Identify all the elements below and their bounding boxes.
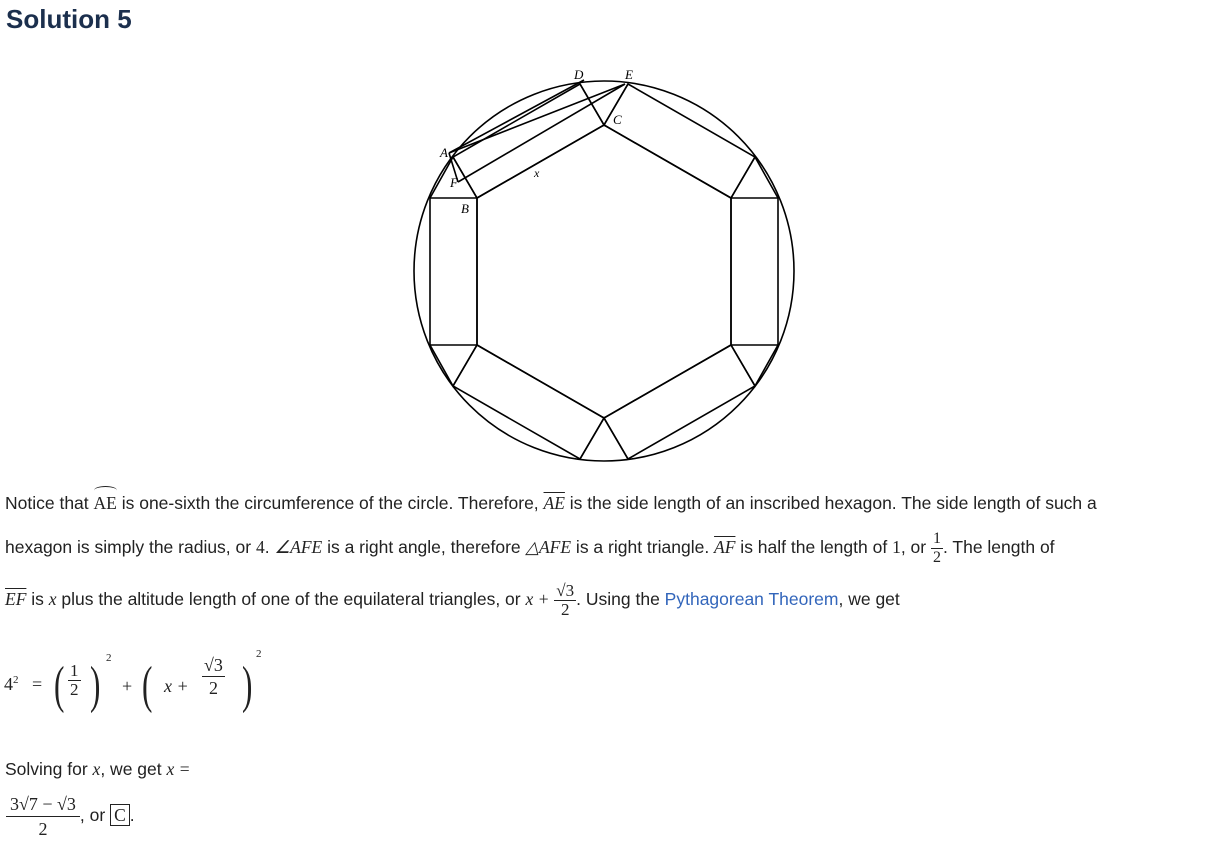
segment-af: $\overline{AF}$ (714, 537, 736, 558)
math-triangle-afe: △AFE (525, 537, 572, 558)
text: is (26, 589, 49, 610)
triangle-right-top (731, 157, 778, 198)
text: . (129, 805, 135, 826)
solve-line (5, 758, 190, 780)
para-line-3 (5, 582, 900, 619)
rect-upper-right (604, 84, 755, 198)
text: is one-sixth the circumference of the circle. Therefore, (116, 493, 544, 513)
rect-lower-left (453, 345, 604, 459)
eq-exp-2: 2 (256, 648, 262, 660)
math-four: 4 (255, 537, 265, 558)
outer-circle (414, 81, 794, 461)
triangle-bottom (580, 418, 628, 459)
solution-heading: Solution 5 (6, 4, 132, 34)
math-x-plus: x + (525, 589, 550, 610)
label-d: D (574, 67, 584, 82)
eq-equals: = (32, 674, 43, 694)
text: plus the altitude length of one of the equilateral triangles, or (56, 589, 526, 610)
text: , or (900, 537, 931, 558)
rect-left (430, 198, 477, 345)
rect-right (731, 198, 778, 345)
paren-close-1: ) (90, 657, 101, 714)
label-e: E (625, 67, 633, 82)
text: Notice that (5, 493, 94, 513)
fraction-half: $\frac{1}{2}$ (932, 530, 941, 566)
text: is a right triangle. (571, 537, 715, 558)
line-ad (449, 80, 584, 153)
text: . (264, 537, 275, 558)
label-b: B (461, 201, 469, 216)
eq-frac-half: $\frac{1}{2}$ (70, 661, 79, 699)
triangle-left-bottom (430, 345, 477, 386)
arc-ae: AE (94, 492, 117, 514)
answer-fraction: $\frac{3√7 - √3}{2}$ (6, 792, 80, 841)
text: , or (79, 805, 111, 826)
math-angle-afe: ∠AFE (274, 537, 323, 558)
line-fe (458, 84, 625, 182)
inner-hexagon (477, 125, 731, 418)
text: . Using the (576, 589, 665, 610)
paren-open-2: ( (142, 657, 153, 714)
math-one: 1 (892, 537, 901, 558)
text: is the side length of an inscribed hexagon. The side length of such a (564, 493, 1097, 513)
text: . The length of (942, 537, 1055, 558)
text: , we get (838, 589, 900, 610)
para-line-2 (5, 530, 1055, 567)
answer-choice-box: C (110, 804, 130, 826)
para-line-1 (5, 492, 1097, 514)
label-x: x (534, 166, 540, 180)
triangle-right-bottom (731, 345, 778, 386)
eq-plus: + (122, 676, 133, 696)
text: hexagon is simply the radius, or (5, 537, 256, 558)
eq-frac-root3: $\frac{√3}{2}$ (204, 655, 223, 698)
pythagorean-theorem-link[interactable]: Pythagorean Theorem (664, 589, 839, 610)
fraction-root3-over-2: $\frac{√3}{2}$ (556, 581, 575, 619)
label-f: F (450, 175, 458, 190)
paren-close-2: ) (242, 657, 253, 714)
math-x: x (48, 589, 57, 610)
segment-ef: $\overline{EF}$ (5, 589, 27, 610)
paren-open-1: ( (54, 657, 65, 714)
segment-ae: $\overline{AE}$ (543, 493, 565, 513)
math-x-equals: x = (166, 759, 191, 779)
text: Solving for (5, 759, 93, 779)
eq-exp-1: 2 (106, 652, 112, 664)
rect-lower-right (604, 345, 755, 459)
label-c: C (613, 112, 622, 127)
math-x: x (92, 759, 101, 779)
text: , we get (100, 759, 167, 779)
label-a: A (440, 145, 448, 160)
answer-line (6, 792, 135, 841)
text: is a right angle, therefore (322, 537, 526, 558)
line-ae (449, 84, 625, 153)
hexagon-circle-figure (408, 62, 800, 464)
text: is half the length of (735, 537, 893, 558)
eq-x-plus: x + (164, 676, 189, 696)
eq-lhs: $4^2$ (4, 674, 19, 694)
